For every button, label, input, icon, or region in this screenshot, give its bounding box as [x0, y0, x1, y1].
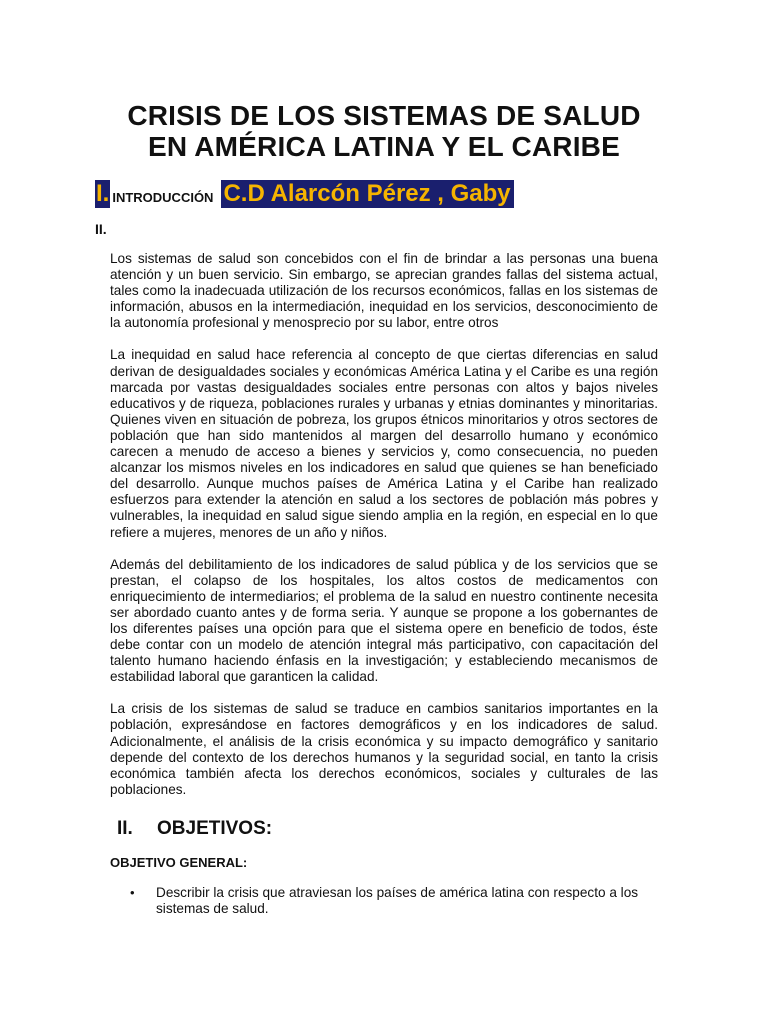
- list-item-text: Describir la crisis que atraviesan los países de américa latina con respecto a los sistemas de salud.: [156, 885, 639, 917]
- paragraph: Los sistemas de salud son concebidos con el fin de brindar a las personas una buena atención y un buen servicio. Sin embargo, se aprecian grandes fallas del sistema actual, tales como la inadecuada utilización de los recursos económicos, fallas en los sistemas de información, abusos en la intermediación, inequidad en los servicios, desconocimiento de la autonomía profesional y menosprecio por su labor, entre otros: [110, 251, 658, 331]
- document-title: [0, 100, 768, 162]
- body-text: [110, 251, 658, 814]
- objective-list: [110, 885, 658, 917]
- paragraph: Además del debilitamiento de los indicadores de salud pública y de los servicios que se prestan, el colapso de los hospitales, los altos costos de medicamentos con enriquecimiento de intermediarios; el problema de la salud en nuestro continente necesita ser abordado cuanto antes y de forma seria. Y aunque se propone a los gobernantes de los diferentes países una opción para que el sistema opere en beneficio de todos, éste debe contar con un modelo de atención integral más participativo, con capacitación del talento humano haciendo énfasis en la investigación; y estableciendo mecanismos de estabilidad laboral que garanticen la calidad.: [110, 556, 658, 685]
- paragraph: La crisis de los sistemas de salud se traduce en cambios sanitarios importantes en la población, expresándose en factores demográficos y en los indicadores de salud. Adicionalmente, el análisis de la crisis económica y su impacto demográfico y sanitario depende del contexto de los derechos humanos y la seguridad social, en tanto la crisis económica también afecta los derechos económicos, sociales y culturales de las poblaciones.: [110, 701, 658, 797]
- section-title: OBJETIVOS:: [157, 818, 273, 839]
- section-heading-objetivos: [117, 817, 272, 841]
- section-numeral: II.: [117, 818, 133, 839]
- bullet-icon: •: [130, 885, 135, 900]
- intro-heading: [95, 178, 514, 208]
- intro-label: INTRODUCCIÓN: [112, 190, 214, 205]
- intro-numeral: I.: [96, 180, 110, 207]
- objective-general-heading: OBJETIVO GENERAL:: [110, 855, 248, 870]
- stray-numeral: II.: [95, 221, 107, 237]
- list-item: [110, 885, 658, 917]
- author-name: C.D Alarcón Pérez , Gaby: [221, 180, 513, 208]
- title-line-1: CRISIS DE LOS SISTEMAS DE SALUD: [127, 100, 641, 131]
- paragraph: La inequidad en salud hace referencia al concepto de que ciertas diferencias en salud derivan de desigualdades sociales y económicas América Latina y el Caribe es una región marcada por vastas desigualdades sociales entre personas con altos y bajos niveles educativos y de riqueza, poblaciones rurales y urbanas y etnias dominantes y minoritarias. Quienes viven en situación de pobreza, los grupos étnicos minoritarios y otros sectores de población que han sido mantenidos al margen del desarrollo humano y económico carecen a menudo de acceso a bienes y servicios y, como consecuencia, no pueden alcanzar los mismos niveles en los indicadores en salud que quienes se han beneficiado del desarrollo. Aunque muchos países de América Latina y el Caribe han realizado esfuerzos para extender la atención en salud a los sectores de población más pobres y vulnerables, la inequidad en salud sigue siendo amplia en la región, en especial en lo que refiere a mujeres, menores de un año y niños.: [110, 347, 658, 540]
- title-line-2: EN AMÉRICA LATINA Y EL CARIBE: [148, 131, 620, 162]
